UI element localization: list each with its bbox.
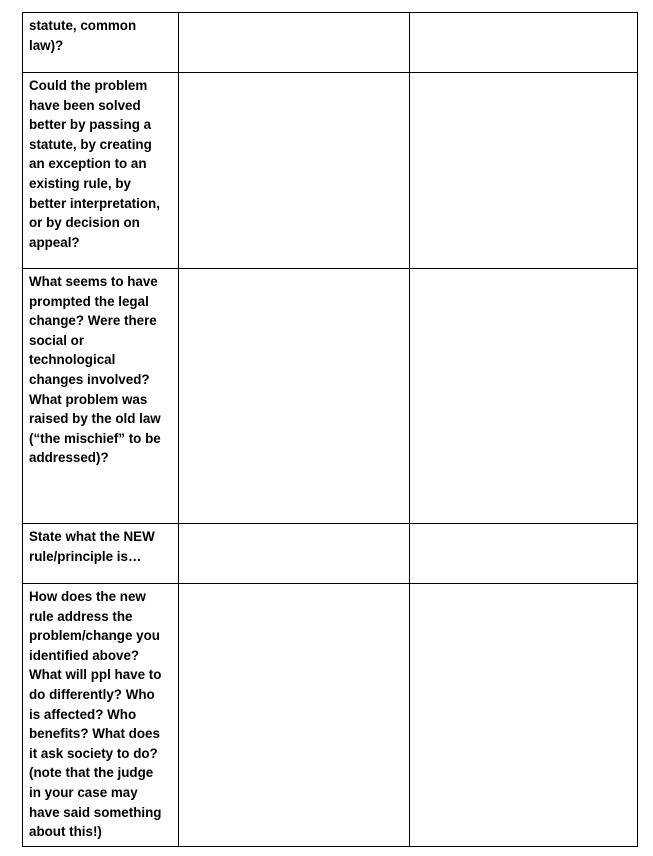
table-row bbox=[23, 13, 638, 73]
question-text: statute, common law)? bbox=[29, 18, 137, 53]
question-text: Could the problem have been solved better by passing a statute, by creating an exception to an existing rule, by better interpretation, or by decision on appeal? bbox=[29, 78, 160, 250]
answer-cell[interactable] bbox=[179, 584, 410, 847]
answer-cell[interactable] bbox=[410, 13, 638, 73]
answer-cell[interactable] bbox=[179, 269, 410, 524]
question-cell bbox=[23, 269, 179, 524]
answer-cell[interactable] bbox=[179, 13, 410, 73]
table-row bbox=[23, 73, 638, 269]
question-cell bbox=[23, 524, 179, 584]
table-row bbox=[23, 269, 638, 524]
table-row bbox=[23, 584, 638, 847]
answer-cell[interactable] bbox=[410, 269, 638, 524]
question-text: State what the NEW rule/principle is… bbox=[29, 529, 155, 564]
table-row bbox=[23, 524, 638, 584]
question-cell bbox=[23, 13, 179, 73]
answer-cell[interactable] bbox=[179, 524, 410, 584]
question-cell bbox=[23, 73, 179, 269]
question-cell bbox=[23, 584, 179, 847]
question-text: How does the new rule address the problem/change you identified above? What will ppl have to do differently? Who is affected? Who benefits? What does it ask society to do? (note that the judge in your case may have said something about this!) bbox=[29, 589, 162, 840]
answer-cell[interactable] bbox=[410, 584, 638, 847]
worksheet-table bbox=[22, 12, 638, 847]
answer-cell[interactable] bbox=[410, 524, 638, 584]
answer-cell[interactable] bbox=[179, 73, 410, 269]
question-text: What seems to have prompted the legal change? Were there social or technological changes involved? What problem was raised by the old law (“the mischief” to be addressed)? bbox=[29, 274, 161, 466]
answer-cell[interactable] bbox=[410, 73, 638, 269]
